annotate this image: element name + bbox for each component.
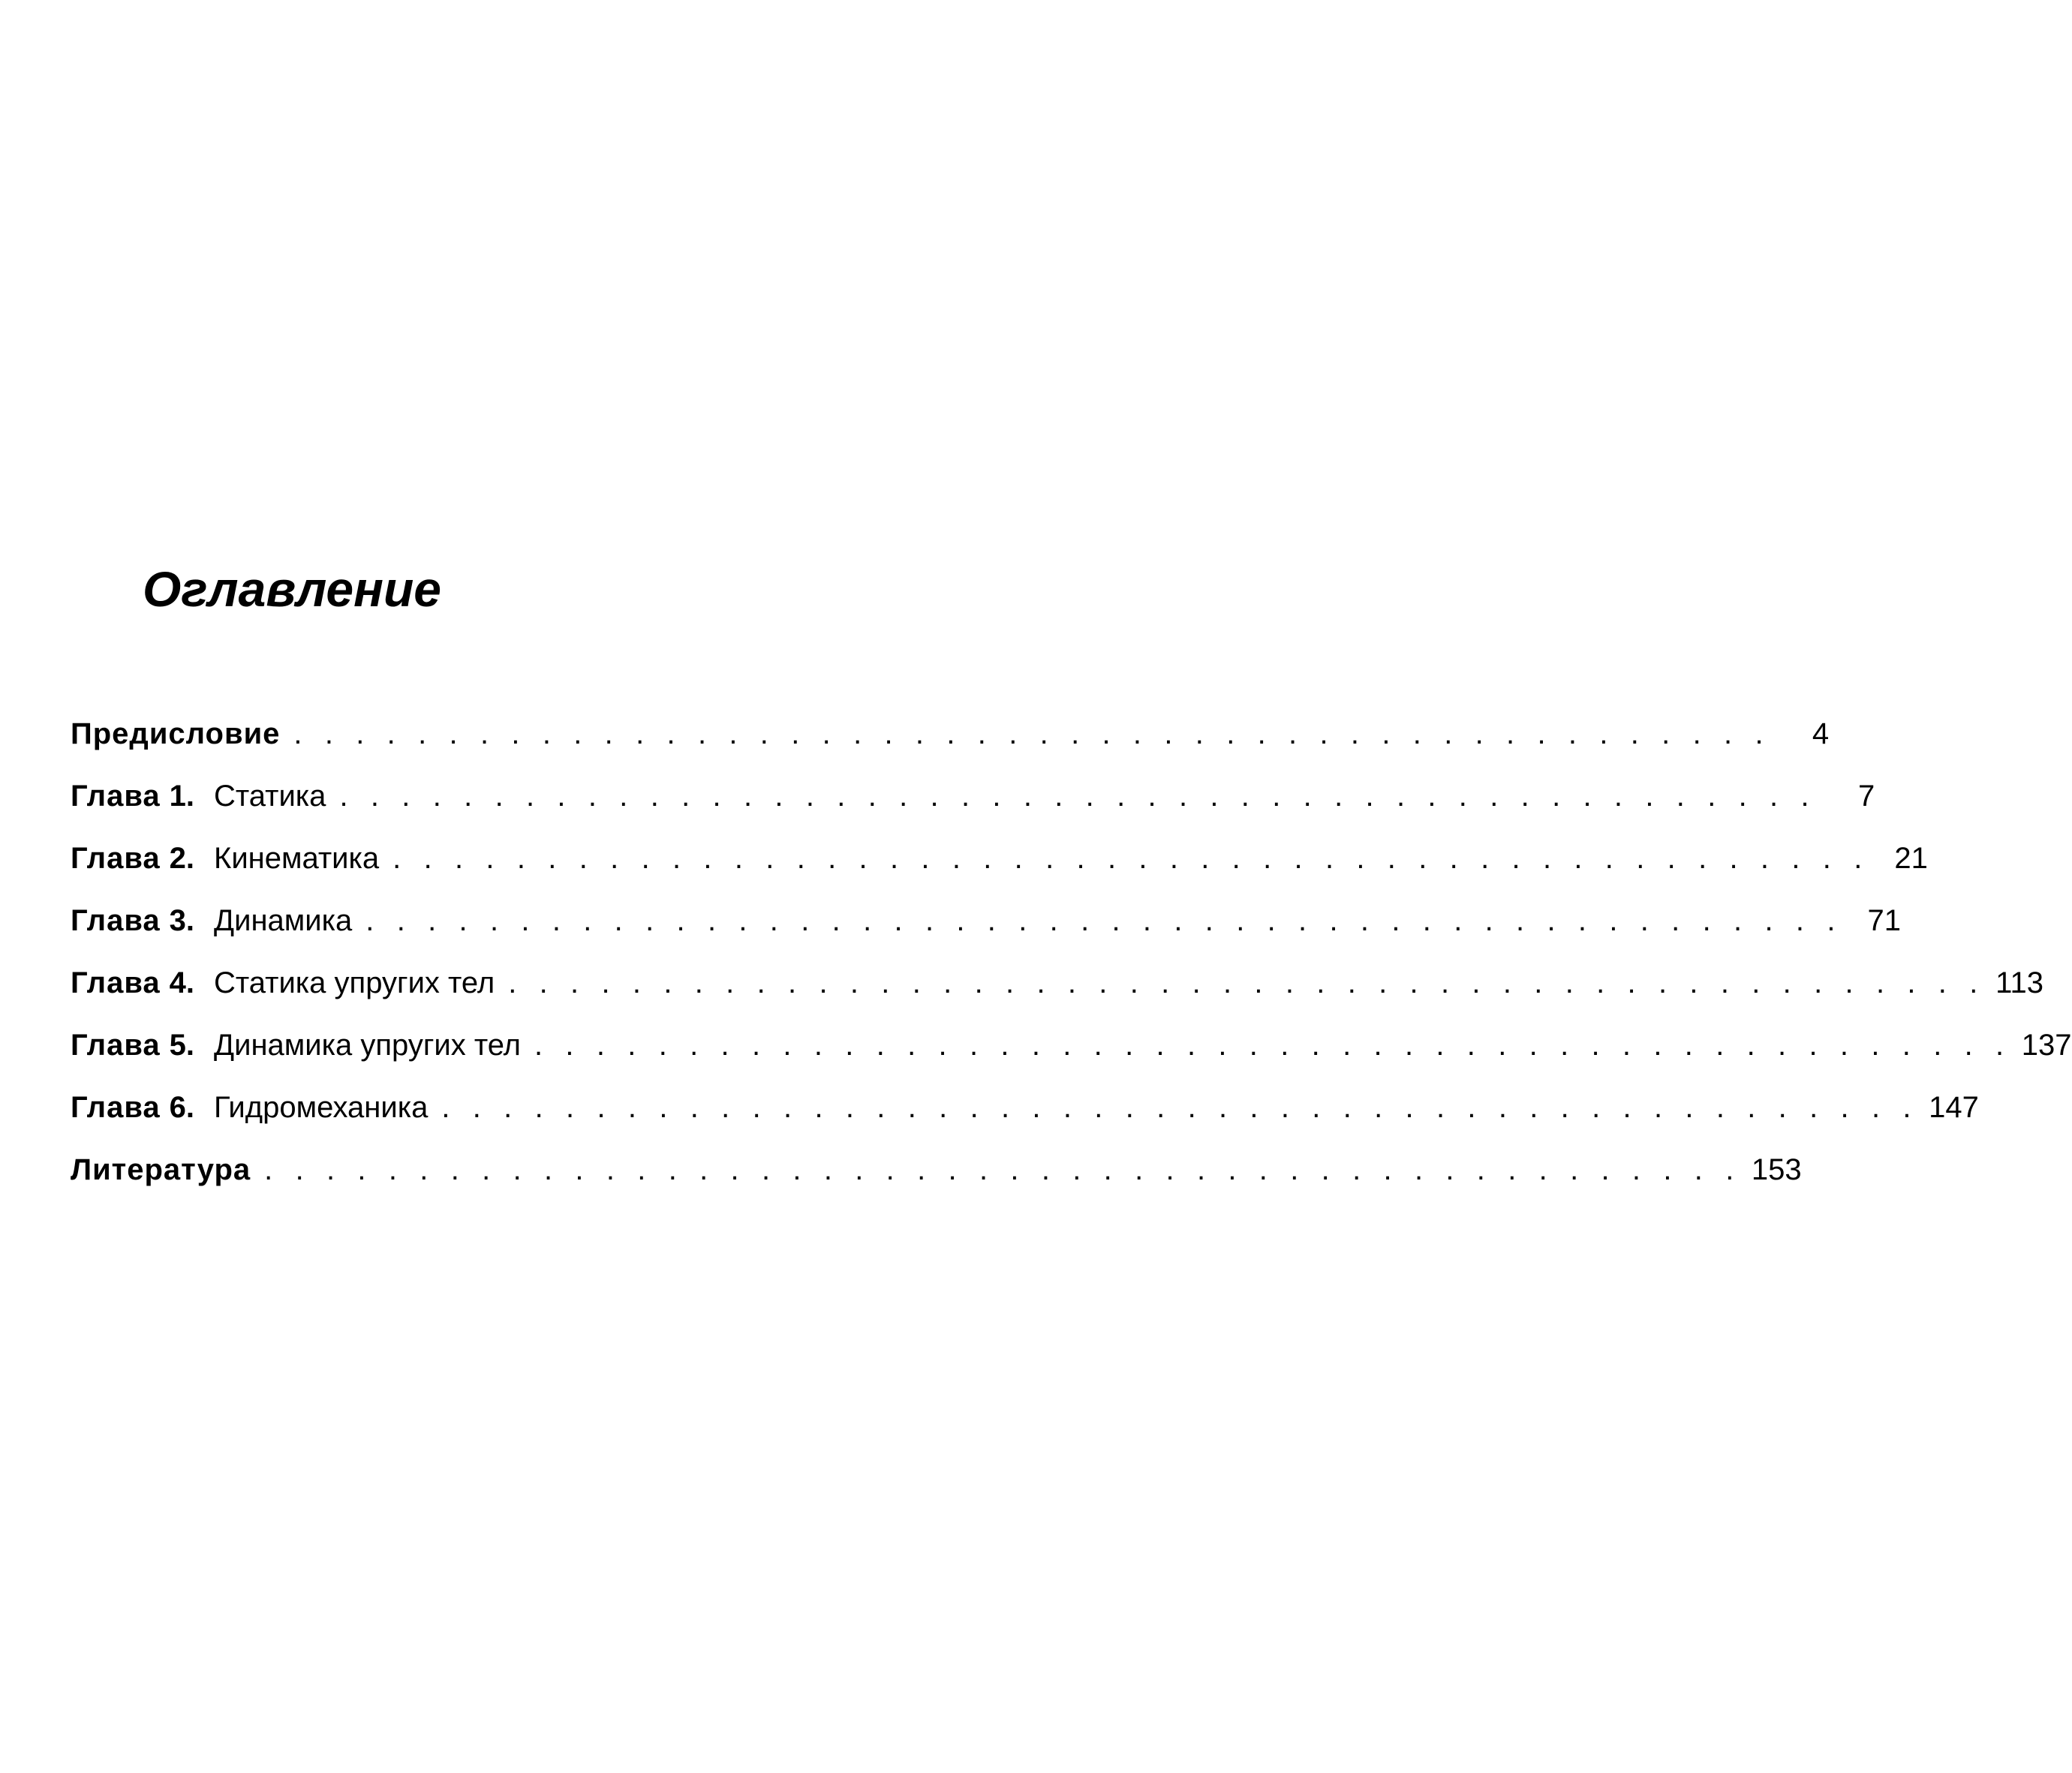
toc-entry-label: Предисловие <box>71 717 281 750</box>
toc-leader-dots: . . . . . . . . . . . . . . . . . . . . . . . . . . . . . . . . . . . . . . . . . . . . . . . . <box>392 842 1869 875</box>
toc-entry-references[interactable] <box>71 1153 1802 1217</box>
toc-chapter-title: Статика <box>214 780 326 813</box>
toc-leader-dots: . . . . . . . . . . . . . . . . . . . . . . . . . . . . . . . . . . . . . . . . . . . . . . . . <box>339 780 1817 813</box>
toc-chapter-title: Кинематика <box>214 842 380 875</box>
toc-entry-chapter-4[interactable] <box>71 966 2043 1030</box>
toc-chapter-title: Статика упругих тел <box>214 966 495 999</box>
toc-page-number: 113 <box>1995 966 2043 999</box>
toc-chapter-number: 5. <box>169 1029 195 1062</box>
toc-chapter-title: Динамика <box>214 904 353 937</box>
toc-leader-dots: . . . . . . . . . . . . . . . . . . . . . . . . . . . . . . . . . . . . . . . . . . . . . . . . <box>508 966 1985 999</box>
toc-entry-label: Глава <box>71 1091 161 1124</box>
toc-page-number: 147 <box>1929 1091 1979 1124</box>
toc-leader-dots: . . . . . . . . . . . . . . . . . . . . . . . . . . . . . . . . . . . . . . . . . . . . . . . . <box>441 1091 1919 1124</box>
toc-entry-label: Глава <box>71 966 161 999</box>
toc-entry-label: Глава <box>71 842 161 875</box>
toc-chapter-number: 4. <box>169 966 195 999</box>
toc-entry-label: Глава <box>71 780 161 813</box>
toc-entry-chapter-1[interactable] <box>71 780 1875 843</box>
toc-page-number: 137 <box>2021 1029 2072 1062</box>
toc-page-number: 4 <box>1812 717 1830 750</box>
toc-leader-dots: . . . . . . . . . . . . . . . . . . . . . . . . . . . . . . . . . . . . . . . . . . . . . . . . <box>293 717 1771 750</box>
toc-leader-dots: . . . . . . . . . . . . . . . . . . . . . . . . . . . . . . . . . . . . . . . . . . . . . . . . <box>365 904 1843 937</box>
toc-chapter-number: 1. <box>169 780 195 813</box>
toc-page-number: 7 <box>1857 780 1875 813</box>
table-of-contents <box>71 717 2072 1217</box>
toc-entry-chapter-6[interactable] <box>71 1091 1979 1155</box>
page-title: Оглавление <box>143 561 441 617</box>
toc-entry-chapter-2[interactable] <box>71 842 1928 906</box>
toc-entry-label: Глава <box>71 904 161 937</box>
toc-page-number: 153 <box>1751 1153 1802 1186</box>
toc-entry-preface[interactable] <box>71 717 1830 781</box>
toc-chapter-title: Гидромеханика <box>214 1091 429 1124</box>
toc-entry-chapter-3[interactable] <box>71 904 1902 968</box>
toc-page-number: 71 <box>1867 904 1902 937</box>
toc-entry-label: Литература <box>71 1153 251 1186</box>
toc-entry-label: Глава <box>71 1029 161 1062</box>
toc-leader-dots: . . . . . . . . . . . . . . . . . . . . . . . . . . . . . . . . . . . . . . . . . . . . . . . . <box>264 1153 1741 1186</box>
toc-entry-chapter-5[interactable] <box>71 1029 2072 1092</box>
toc-page-number: 21 <box>1894 842 1928 875</box>
toc-chapter-title: Динамика упругих тел <box>214 1029 521 1062</box>
toc-chapter-number: 2. <box>169 842 195 875</box>
toc-chapter-number: 3. <box>169 904 195 937</box>
toc-chapter-number: 6. <box>169 1091 195 1124</box>
toc-leader-dots: . . . . . . . . . . . . . . . . . . . . . . . . . . . . . . . . . . . . . . . . . . . . . . . . <box>534 1029 2011 1062</box>
